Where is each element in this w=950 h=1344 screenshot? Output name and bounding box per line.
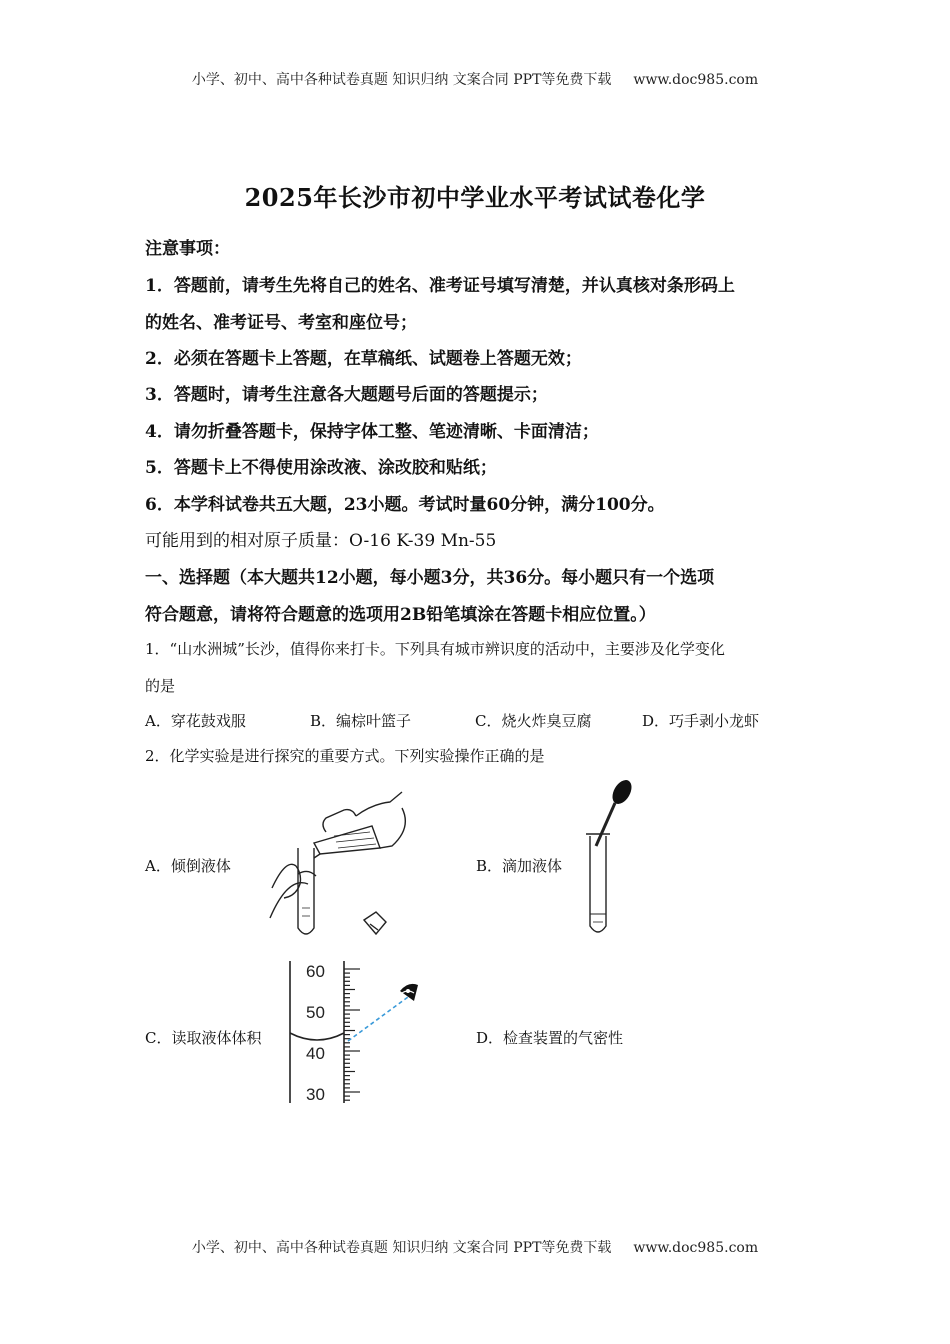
- q1-option-a[interactable]: A．穿花鼓戏服: [145, 712, 246, 730]
- footer-text: 小学、初中、高中各种试卷真题 知识归纳 文案合同 PPT等免费下载: [191, 1240, 612, 1256]
- q2-option-b[interactable]: B．滴加液体: [476, 857, 563, 875]
- notice-item-3: 3．答题时，请考生注意各大题题号后面的答题提示；: [145, 385, 548, 405]
- tick-label-30: 30: [306, 1085, 325, 1104]
- graduated-cylinder-figure: [278, 955, 428, 1110]
- notice-item-6: 6．本学科试卷共五大题，23小题。考试时量60分钟，满分100分。: [145, 495, 665, 515]
- test-tube-a: [298, 848, 314, 934]
- q2-option-a[interactable]: A．倾倒液体: [145, 857, 231, 875]
- q2-stem: 2．化学实验是进行探究的重要方式。下列实验操作正确的是: [145, 747, 545, 765]
- page-header: [0, 69, 950, 89]
- q2-option-c[interactable]: C．读取液体体积: [145, 1029, 262, 1047]
- notice-item-5: 5．答题卡上不得使用涂改液、涂改胶和贴纸；: [145, 458, 497, 478]
- header-site[interactable]: www.doc985.com: [633, 72, 759, 88]
- q1-option-b[interactable]: B．编棕叶篮子: [310, 712, 412, 730]
- bottle-stopper: [364, 912, 386, 934]
- sight-line: [348, 997, 408, 1041]
- tick-label-40: 40: [306, 1044, 325, 1063]
- q2-option-d[interactable]: D．检查装置的气密性: [476, 1029, 624, 1047]
- notice-item-1b: 的姓名、准考证号、考室和座位号；: [145, 313, 417, 333]
- tick-label-60: 60: [306, 962, 325, 981]
- q1-stem: 1．“山水洲城”长沙，值得你来打卡。下列具有城市辨识度的活动中，主要涉及化学变化: [145, 640, 725, 658]
- footer-site[interactable]: www.doc985.com: [633, 1240, 759, 1256]
- reagent-bottle: [314, 826, 380, 854]
- notice-item-4: 4．请勿折叠答题卡，保持字体工整、笔迹清晰、卡面清洁；: [145, 422, 599, 442]
- eye-icon: [400, 984, 418, 1001]
- dropper-bulb: [609, 777, 636, 808]
- page-title: 2025年长沙市初中学业水平考试试卷化学: [244, 183, 706, 212]
- liquid-meniscus: [290, 1033, 344, 1040]
- q1-option-d[interactable]: D．巧手剥小龙虾: [642, 712, 760, 730]
- q1-option-c[interactable]: C．烧火炸臭豆腐: [475, 712, 592, 730]
- page-footer: [0, 1237, 950, 1257]
- header-text: 小学、初中、高中各种试卷真题 知识归纳 文案合同 PPT等免费下载: [191, 72, 612, 88]
- section1-heading: 一、选择题（本大题共12小题，每小题3分，共36分。每小题只有一个选项: [145, 568, 715, 588]
- dropper-figure: [582, 776, 642, 946]
- notice-heading: 注意事项：: [145, 239, 230, 259]
- notice-item-1a: 1．答题前，请考生先将自己的姓名、准考证号填写清楚，并认真核对条形码上: [145, 276, 735, 296]
- section1-instructions: 符合题意，请将符合题意的选项用2B铅笔填涂在答题卡相应位置。）: [145, 605, 656, 625]
- atomic-mass-line: 可能用到的相对原子质量：O-16 K-39 Mn-55: [145, 531, 497, 551]
- q1-stem-cont: 的是: [145, 677, 176, 695]
- pour-liquid-figure: [262, 788, 442, 948]
- test-tube-b: [586, 834, 610, 932]
- tick-label-50: 50: [306, 1003, 325, 1022]
- notice-item-2: 2．必须在答题卡上答题，在草稿纸、试题卷上答题无效；: [145, 349, 582, 369]
